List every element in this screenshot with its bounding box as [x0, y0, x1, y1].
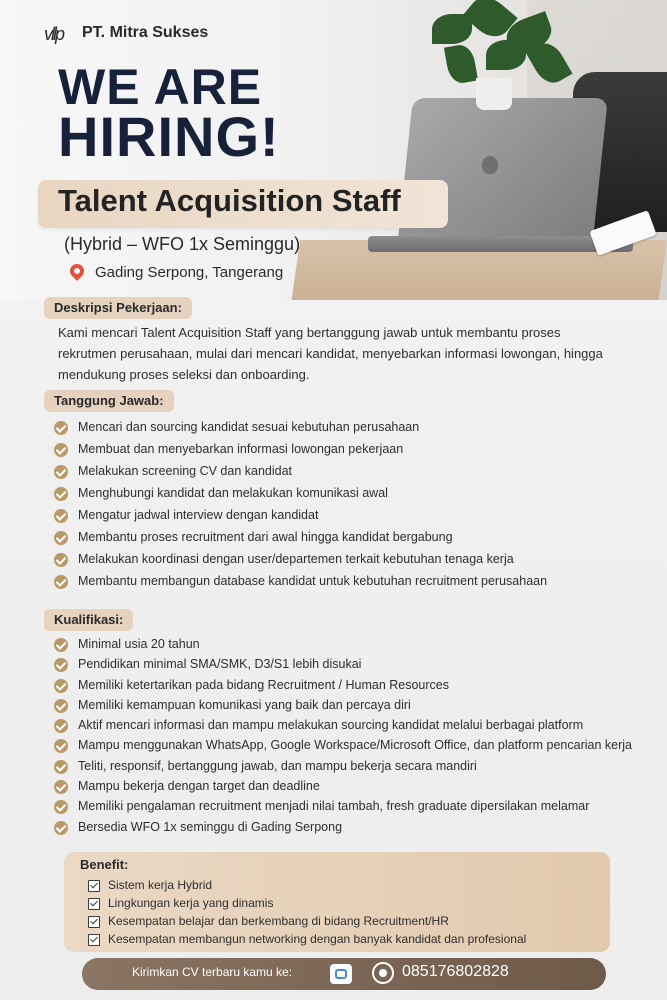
work-mode: (Hybrid – WFO 1x Seminggu) [64, 234, 301, 254]
benefit-heading: Benefit: [80, 857, 129, 872]
check-icon [54, 800, 68, 814]
description-heading: Deskripsi Pekerjaan: [44, 297, 192, 319]
check-icon [54, 531, 68, 545]
list-item: Melakukan koordinasi dengan user/departemen terkait kebutuhan tenaga kerja [54, 552, 547, 574]
qualifications-list [54, 637, 632, 840]
headline-hiring: HIRING! [58, 105, 280, 168]
headline-we-are: WE ARE [58, 59, 263, 115]
list-item: Mampu menggunakan WhatsApp, Google Workspace/Microsoft Office, dan platform pencarian kerja [54, 738, 632, 758]
check-icon [54, 443, 68, 457]
benefit-list [88, 878, 526, 950]
list-item: Membuat dan menyebarkan informasi lowongan pekerjaan [54, 442, 547, 464]
checkbox-icon [88, 898, 100, 910]
list-item: Membantu proses recruitment dari awal hingga kandidat bergabung [54, 530, 547, 552]
check-icon [54, 509, 68, 523]
list-item: Aktif mencari informasi dan mampu melakukan sourcing kandidat melalui berbagai platform [54, 718, 632, 738]
laptop-logo-icon [482, 156, 498, 174]
list-item: Sistem kerja Hybrid [88, 878, 526, 896]
check-icon [54, 487, 68, 501]
company-name: PT. Mitra Sukses [82, 24, 209, 41]
list-item: Melakukan screening CV dan kandidat [54, 464, 547, 486]
list-item: Memiliki ketertarikan pada bidang Recruitment / Human Resources [54, 678, 632, 698]
checkbox-icon [88, 916, 100, 928]
check-icon [54, 658, 68, 672]
check-icon [54, 575, 68, 589]
check-icon [54, 821, 68, 835]
email-icon[interactable] [330, 964, 352, 984]
cta-text: Kirimkan CV terbaru kamu ke: [132, 965, 293, 979]
list-item: Membantu membangun database kandidat untuk kebutuhan recruitment perusahaan [54, 574, 547, 596]
responsibilities-heading: Tanggung Jawab: [44, 390, 174, 412]
description-text: Kami mencari Talent Acquisition Staff yang bertanggung jawab untuk membantu proses rekrutmen perusahaan, mulai dari mencari kandidat, menyebarkan informasi lowongan, hingga mendukung proses seleksi dan onboarding. [58, 325, 603, 382]
checkbox-icon [88, 934, 100, 946]
check-icon [54, 780, 68, 794]
check-icon [54, 465, 68, 479]
check-icon [54, 699, 68, 713]
list-item: Kesempatan membangun networking dengan banyak kandidat dan profesional [88, 932, 526, 950]
check-icon [54, 421, 68, 435]
location-text: Gading Serpong, Tangerang [95, 264, 284, 281]
checkbox-icon [88, 880, 100, 892]
whatsapp-icon[interactable] [372, 962, 394, 984]
role-title: Talent Acquisition Staff [58, 183, 401, 218]
check-icon [54, 553, 68, 567]
check-icon [54, 719, 68, 733]
list-item: Teliti, responsif, bertanggung jawab, dan mampu bekerja secara mandiri [54, 759, 632, 779]
list-item: Kesempatan belajar dan berkembang di bidang Recruitment/HR [88, 914, 526, 932]
check-icon [54, 679, 68, 693]
list-item: Memiliki pengalaman recruitment menjadi nilai tambah, fresh graduate dipersilakan melamar [54, 799, 632, 819]
responsibilities-list [54, 420, 547, 596]
phone-number[interactable]: 085176802828 [402, 963, 509, 980]
check-icon [54, 760, 68, 774]
list-item: Mampu bekerja dengan target dan deadline [54, 779, 632, 799]
qualifications-heading: Kualifikasi: [44, 609, 133, 631]
list-item: Bersedia WFO 1x seminggu di Gading Serpong [54, 820, 632, 840]
list-item: Pendidikan minimal SMA/SMK, D3/S1 lebih disukai [54, 657, 632, 677]
list-item: Mengatur jadwal interview dengan kandidat [54, 508, 547, 530]
check-icon [54, 739, 68, 753]
list-item: Lingkungan kerja yang dinamis [88, 896, 526, 914]
list-item: Menghubungi kandidat dan melakukan komunikasi awal [54, 486, 547, 508]
list-item: Mencari dan sourcing kandidat sesuai kebutuhan perusahaan [54, 420, 547, 442]
list-item: Memiliki kemampuan komunikasi yang baik dan percaya diri [54, 698, 632, 718]
company-logo: vllp [44, 24, 64, 44]
list-item: Minimal usia 20 tahun [54, 637, 632, 657]
check-icon [54, 638, 68, 652]
